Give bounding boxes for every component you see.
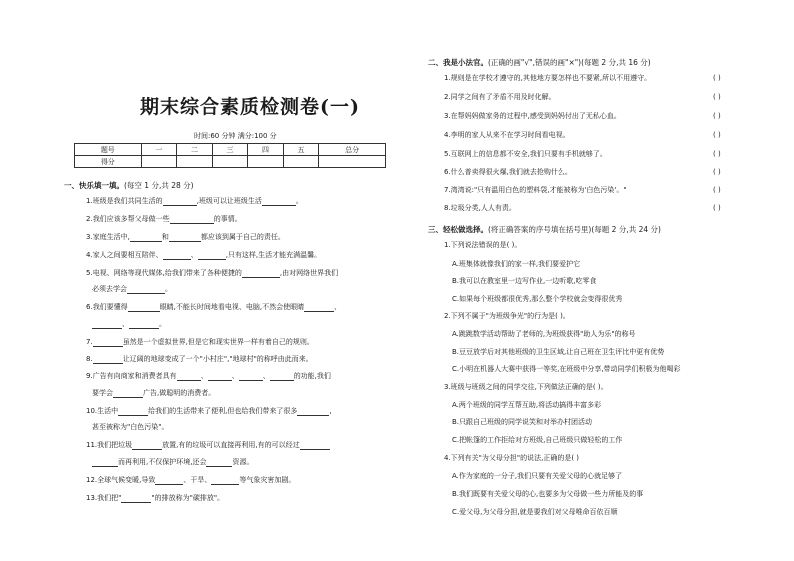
judge-item: 5.互联网上的信息都不安全,我们只要有手机就够了。 xyxy=(444,150,607,158)
choice-option[interactable]: A.班集体就像我们的家一样,我们要爱护它 xyxy=(452,260,581,268)
choice-option[interactable]: B.我们既要有关爱父母的心,也要多为父母做一些力所能及的事 xyxy=(452,490,644,498)
fill-item: 必须去学会 。 xyxy=(92,285,172,293)
answer-paren[interactable]: ( ) xyxy=(713,204,721,212)
fill-item: 4.家人之间要相互陪伴、 、 ,只有这样,生活才能充满温馨。 xyxy=(86,251,322,259)
answer-paren[interactable]: ( ) xyxy=(713,112,721,120)
exam-title: 期末综合素质检测卷(一) xyxy=(140,96,360,118)
choice-stem: 4.下列有关"为父母分担"的说法,正确的是( ) xyxy=(444,454,580,462)
score-table xyxy=(74,143,386,168)
fill-item: 5.电视、网络等现代媒体,给我们带来了各种便捷的 ,由对网络世界我们 xyxy=(86,269,339,277)
answer-paren[interactable]: ( ) xyxy=(713,168,721,176)
choice-option[interactable]: A.两个班级的同学互帮互助,将活动搞得丰富多彩 xyxy=(452,401,602,409)
answer-paren[interactable]: ( ) xyxy=(713,131,721,139)
score-cell[interactable] xyxy=(319,156,386,168)
score-cell[interactable] xyxy=(212,156,248,168)
judge-item: 4.李明的家人从来不在学习时间看电视。 xyxy=(444,131,570,139)
score-header-cell: 四 xyxy=(248,144,284,156)
section3-heading: 三、轻松做选择。(将正确答案的序号填在括号里)(每题 2 分,共 24 分) xyxy=(428,225,661,234)
choice-option[interactable]: B.只跟自己班级的同学说笑和对举办村团活动 xyxy=(452,418,593,426)
fill-item: 1.班级是我们共同生活的 ,班级可以让班级生活 。 xyxy=(86,197,303,205)
fill-item: 7. 虽然是一个虚拟世界,但是它和现实世界一样有着自己的规则。 xyxy=(86,338,314,346)
choice-option[interactable]: A.跳跳数学活动帮助了老师的,为班级获得"助人为乐"的称号 xyxy=(452,330,636,338)
answer-paren[interactable]: ( ) xyxy=(713,150,721,158)
choice-stem: 3.班级与班级之间的同学交往,下列做法正确的是( )。 xyxy=(444,383,608,391)
choice-option[interactable]: A.作为家庭的一分子,我们只要有关爱父母的心就足够了 xyxy=(452,472,623,480)
score-header-cell: 总分 xyxy=(319,144,386,156)
fill-item: 要学会 广告,做聪明的消费者。 xyxy=(92,389,216,397)
fill-item: 3.家庭生活中, 和 都应该到属于自己的责任。 xyxy=(86,233,285,241)
judge-item: 6.什么普卖得很火爆,我们就去抢购什么。 xyxy=(444,168,572,176)
fill-item: 2.我们应该多帮父母做一些 的事情。 xyxy=(86,215,242,223)
fill-item: 10.生活中 给我们的生活带来了便利,但也给我们带来了很多 , xyxy=(86,407,332,415)
score-cell[interactable] xyxy=(248,156,284,168)
score-header-cell: 三 xyxy=(212,144,248,156)
judge-item: 1.规则是在学校才遵守的,其他地方要怎样也不要紧,所以不用遵守。 xyxy=(444,74,652,82)
fill-item: 而再利用,不仅保护环境,还会 资源。 xyxy=(92,458,253,467)
judge-item: 3.在帮妈妈做家务的过程中,感受到妈妈付出了无私心血。 xyxy=(444,112,621,120)
score-cell[interactable] xyxy=(283,156,319,168)
judge-item: 7.湾湾说:"只有温用白色的塑料袋,才能被称为'白色污染'。" xyxy=(444,186,627,194)
fill-item: 13.我们把" "的排放称为"碳排放"。 xyxy=(86,494,225,502)
choice-option[interactable]: C.如果每个班级都很优秀,那么整个学校就会变得很优秀 xyxy=(452,295,623,303)
score-table-header-row xyxy=(75,144,386,156)
answer-paren[interactable]: ( ) xyxy=(713,93,721,101)
score-header-cell: 二 xyxy=(177,144,213,156)
choice-stem: 2.下列不属于"为班级争光"的行为是( )。 xyxy=(444,312,570,320)
fill-item: 12.全球气候变暖,导致 、干旱、 等气象灾害加剧。 xyxy=(86,476,296,484)
score-cell[interactable] xyxy=(177,156,213,168)
answer-paren[interactable]: ( ) xyxy=(713,74,721,82)
fill-item: 9.广告有向商家和消费者具有 、 、 、 的功能,我们 xyxy=(86,372,331,380)
score-header-cell: 题号 xyxy=(75,144,142,156)
section1-heading: 一、快乐填一填。(每空 1 分,共 28 分) xyxy=(64,181,194,190)
choice-option[interactable]: B.豆豆放学后对其他班级的卫生区域,让自己班在卫生评比中更有优势 xyxy=(452,348,665,356)
judge-item: 2.同学之间有了矛盾不用及时化解。 xyxy=(444,93,556,101)
exam-meta: 时间:60 分钟 满分:100 分 xyxy=(194,132,277,140)
score-header-cell: 一 xyxy=(141,144,177,156)
fill-item: 11.我们把垃圾 放置,有的垃圾可以直接再利用,有的可以经过 xyxy=(86,441,330,450)
choice-option[interactable]: C.把帐篷的工作拒给对方班级,自己班级只做轻松的工作 xyxy=(452,436,623,444)
choice-option[interactable]: C.爱父母,为父母分担,就是要我们对父母唯命百依百顺 xyxy=(452,508,618,516)
judge-item: 8.垃圾分类,人人有责。 xyxy=(444,204,516,212)
score-row-label: 得分 xyxy=(75,156,142,168)
answer-paren[interactable]: ( ) xyxy=(713,186,721,194)
fill-item: 8. 让辽阔的地球变成了一个"小村庄","地球村"的称呼由此而来。 xyxy=(86,355,313,363)
fill-item: 甚至被称为"白色污染"。 xyxy=(92,423,169,431)
choice-option[interactable]: B.我可以在教室里一边写作业,一边听歌,吃零食 xyxy=(452,277,597,285)
choice-option[interactable]: C.小明在机器人大赛中获得一等奖,在班级中分享,带动同学们积极为他喝彩 xyxy=(452,365,681,373)
fill-item: 、 。 xyxy=(92,320,166,329)
choice-stem: 1.下列说法错误的是( )。 xyxy=(444,241,522,249)
score-table-score-row xyxy=(75,156,386,168)
score-cell[interactable] xyxy=(141,156,177,168)
fill-item: 6.我们要懂得 眼睛,不能长时间地看电视、电脑,不然会使眼睛 、 xyxy=(86,303,342,311)
score-header-cell: 五 xyxy=(283,144,319,156)
section2-heading: 二、我是小法官。(正确的画"√",错误的画"×")(每题 2 分,共 16 分) xyxy=(428,58,651,67)
